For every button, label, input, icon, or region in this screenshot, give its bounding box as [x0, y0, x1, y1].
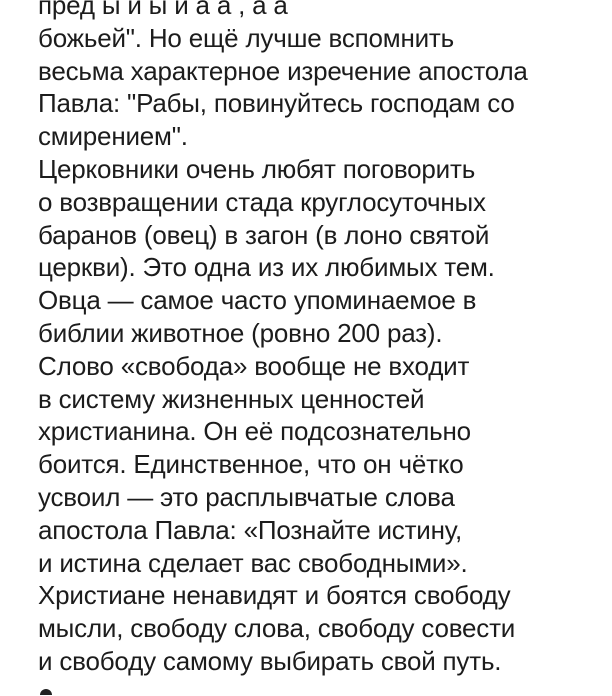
text-line: христианина. Он её подсознательно — [38, 416, 471, 447]
text-line: баранов (овец) в загон (в лоно святой — [38, 219, 490, 250]
text-line: и свободу самому выбирать свой путь. — [38, 645, 502, 676]
text-line: мысли, свободу слова, свободу совести — [38, 613, 516, 644]
text-line: усвоил — это расплывчатые слова — [38, 481, 455, 512]
cut-off-next-line-glyph — [40, 689, 52, 695]
text-line: церкви). Это одна из их любимых тем. — [38, 252, 495, 283]
text-line: в систему жизненных ценностей — [38, 383, 425, 414]
text-line: о возвращении стада круглосуточных — [38, 186, 486, 217]
text-line: Христиане ненавидят и боятся свободу — [38, 580, 511, 611]
text-line-partial: пред ы и ы и а а , а а — [38, 0, 288, 20]
text-line: смирением". — [38, 121, 188, 152]
text-line: Овца — самое часто упоминаемое в — [38, 285, 477, 316]
text-line: Церковники очень любят поговорить — [38, 153, 476, 184]
text-line: апостола Павла: «Познайте истину, — [38, 514, 463, 545]
article-text — [38, 0, 608, 678]
text-line: божьей". Но ещё лучше вспомнить — [38, 22, 454, 53]
text-line: Слово «свобода» вообще не входит — [38, 350, 470, 381]
text-line: и истина сделает вас свободными». — [38, 547, 468, 578]
text-line: весьма характерное изречение апостола — [38, 55, 528, 86]
text-line: боится. Единственное, что он чётко — [38, 449, 464, 480]
text-line: библии животное (ровно 200 раз). — [38, 317, 443, 348]
text-line: Павла: "Рабы, повинуйтесь господам со — [38, 88, 515, 119]
